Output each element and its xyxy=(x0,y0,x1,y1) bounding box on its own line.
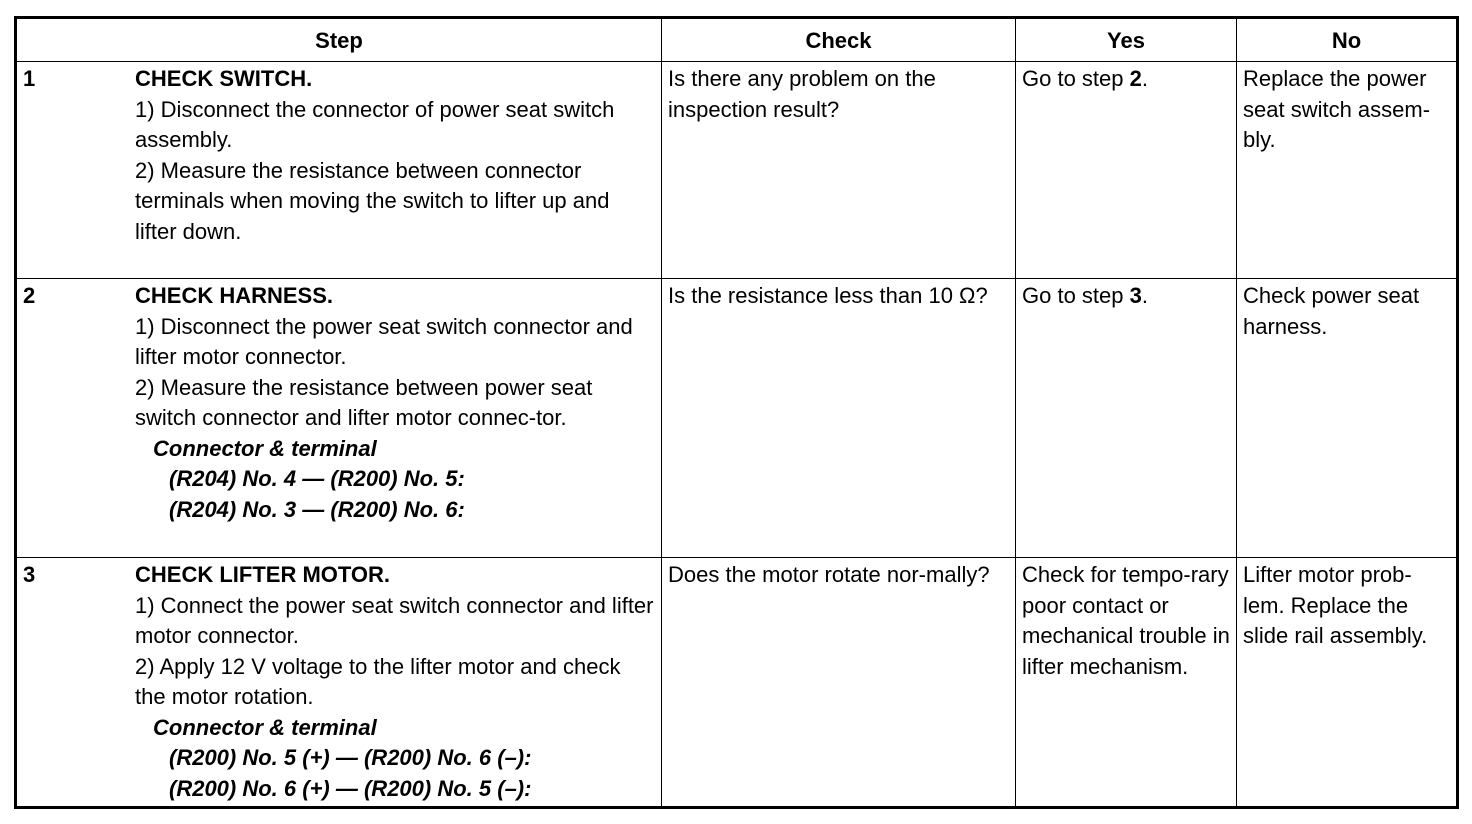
diagnostic-table xyxy=(14,16,1459,809)
step-substep: 2) Measure the resistance between connector terminals when moving the switch to lifter up and lifter down. xyxy=(135,157,610,244)
header-check: Check xyxy=(662,18,1016,62)
yes-text-end: . xyxy=(1141,66,1148,91)
connector-terminal-line: (R200) No. 6 (+) — (R200) No. 5 (–): xyxy=(169,775,532,801)
step-number: 3 xyxy=(23,562,36,587)
no-cell: Replace the power seat switch assem-bly. xyxy=(1237,62,1458,279)
diagnostic-table-container xyxy=(14,16,1459,809)
step-title: CHECK HARNESS. xyxy=(135,283,334,308)
step-number: 1 xyxy=(23,66,36,91)
header-no: No xyxy=(1237,18,1458,62)
check-cell: Does the motor rotate nor-mally? xyxy=(662,558,1016,808)
yes-step-ref: 3 xyxy=(1129,283,1142,308)
connector-terminal-line: (R200) No. 5 (+) — (R200) No. 6 (–): xyxy=(169,745,532,770)
yes-cell xyxy=(1016,558,1237,808)
no-cell: Check power seat harness. xyxy=(1237,279,1458,558)
step-cell xyxy=(16,279,662,558)
step-substep: 1) Connect the power seat switch connector and lifter motor connector. xyxy=(135,592,654,648)
connector-terminal-line: (R204) No. 3 — (R200) No. 6: xyxy=(169,496,465,522)
yes-text-end: . xyxy=(1141,283,1148,308)
step-substep: 1) Disconnect the connector of power seat switch assembly. xyxy=(135,96,615,152)
connector-terminal-line: (R204) No. 4 — (R200) No. 5: xyxy=(169,466,465,491)
check-cell: Is the resistance less than 10 Ω? xyxy=(662,279,1016,558)
yes-cell xyxy=(1016,279,1237,558)
header-yes: Yes xyxy=(1016,18,1237,62)
yes-text: Go to step xyxy=(1022,66,1130,91)
table-row xyxy=(16,279,1458,558)
step-substep: 2) Apply 12 V voltage to the lifter motor and check the motor rotation. xyxy=(135,653,621,709)
yes-text: Check for tempo-rary poor contact or mechanical trouble in lifter mechanism. xyxy=(1022,562,1230,679)
step-title: CHECK SWITCH. xyxy=(135,66,313,91)
no-cell: Lifter motor prob-lem. Replace the slide rail assembly. xyxy=(1237,558,1458,808)
header-row xyxy=(16,18,1458,62)
step-number: 2 xyxy=(23,283,36,308)
table-row xyxy=(16,558,1458,808)
step-substep: 2) Measure the resistance between power seat switch connector and lifter motor connec-tor. xyxy=(135,374,593,430)
step-substep: 1) Disconnect the power seat switch connector and lifter motor connector. xyxy=(135,313,633,369)
yes-cell xyxy=(1016,62,1237,279)
table-row xyxy=(16,62,1458,279)
connector-terminal-heading: Connector & terminal xyxy=(153,435,377,461)
connector-terminal-heading: Connector & terminal xyxy=(153,714,377,740)
check-cell: Is there any problem on the inspection result? xyxy=(662,62,1016,279)
yes-text: Go to step xyxy=(1022,283,1130,308)
step-cell xyxy=(16,558,662,808)
step-title: CHECK LIFTER MOTOR. xyxy=(135,562,391,587)
step-body xyxy=(135,281,655,525)
step-cell xyxy=(16,62,662,279)
step-body xyxy=(135,64,655,247)
yes-step-ref: 2 xyxy=(1129,66,1142,91)
header-step: Step xyxy=(16,18,662,62)
step-body xyxy=(135,560,655,804)
